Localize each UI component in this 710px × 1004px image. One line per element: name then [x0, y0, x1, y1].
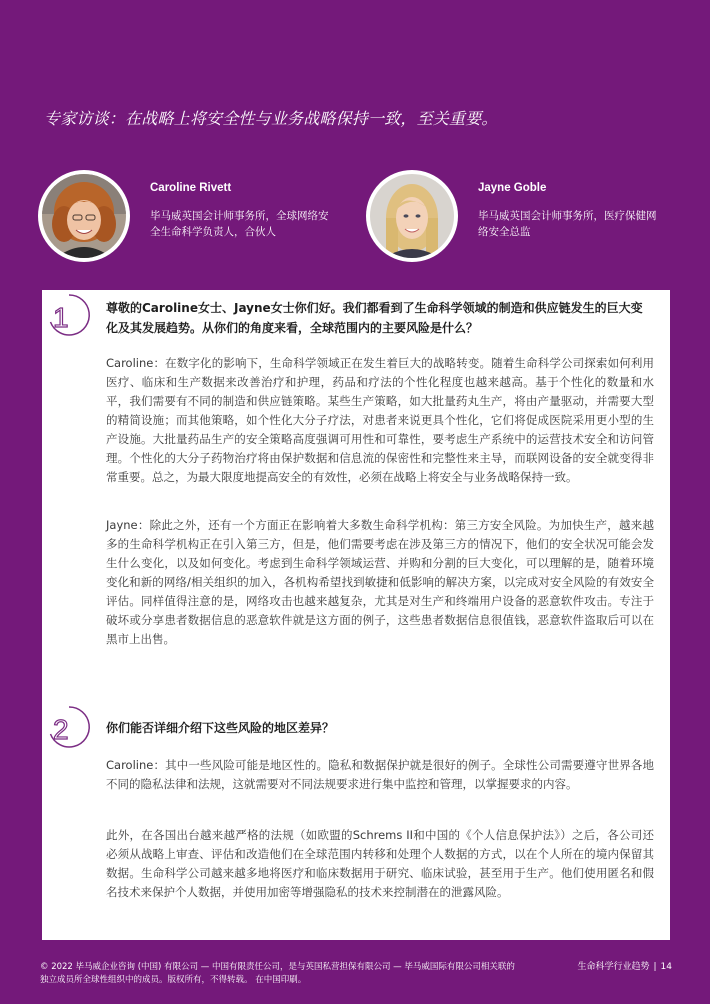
- question-number-badge: [46, 292, 92, 338]
- footer-separator: |: [653, 962, 657, 972]
- answer-paragraph: 此外，在各国出台越来越严格的法规（如欧盟的Schrems II和中国的《个人信息保护法》）之后，各公司还必须从战略上审查、评估和改造他们在全球范围内转移和处理个人数据的方式，以在个人所在的境内保留其数据。生命科学公司越来越多地将医疗和临床数据用于研究、临床试验，甚至用于生产。他们使用匿名和假名技术来保护个人数据，并使用加密等增强隐私的技术来控制潜在的泄露风险。: [106, 828, 654, 899]
- expert-jayne: [366, 170, 666, 266]
- answer-paragraph: Caroline：其中一些风险可能是地区性的。隐私和数据保护就是很好的例子。全球性公司需要遵守世界各地不同的隐私法律和法规，这就需要对不同法规要求进行集中监控和管理，以掌握要求的内容。: [106, 758, 654, 791]
- expert-role: 毕马威英国会计师事务所，全球网络安全生命科学负责人，合伙人: [150, 210, 329, 238]
- answer-paragraph: Caroline：在数字化的影响下，生命科学领域正在发生着巨大的战略转变。随着生命科学公司探索如何利用医疗、临床和生产数据来改善治疗和护理，药品和疗法的个性化程度也越来越高。基于个性化的数量和水平，我们需要有不同的制造和供应链策略。某些生产策略，如大批量药丸生产，将由产量驱动，并需要大型的精简设施；而其他策略，如个性化大分子疗法，对患者来说更具个性化，它们将促成医院采用更小型的生产设施。大批量药品生产的安全策略高度强调可用性和可靠性，要考虑生产系统中的运营技术安全和访问管理。个性化的大分子药物治疗将由保护数据和信息流的保密性和完整性来主导，而联网设备的安全就变得非常重要。总之，为最大限度地提高安全的有效性，必须在战略上将安全与业务战略保持一致。: [106, 356, 654, 484]
- report-title: 生命科学行业趋势: [577, 962, 650, 972]
- heading-title: 在战略上将安全性与业务战略保持一致，至关重要。: [125, 109, 498, 128]
- page-number: 14: [660, 962, 672, 972]
- question-number-badge: [46, 704, 92, 750]
- question-2: 你们能否详细介绍下这些风险的地区差异？: [106, 721, 335, 735]
- footer-legal: © 2022 毕马威企业咨询 (中国) 有限公司 — 中国有限责任公司，是与英国私营担保有限公司 — 毕马威国际有限公司相关联的独立成员所全球性组织中的成员。版权所有，不得转载。 在中国印刷。: [40, 962, 515, 985]
- answer-paragraph: Jayne：除此之外，还有一个方面正在影响着大多数生命科学机构：第三方安全风险。为加快生产，越来越多的生命科学机构正在引入第三方，但是，他们需要考虑在涉及第三方的情况下，他们的安全状况可能会发生什么变化，以及如何变化。考虑到生命科学领域运营、并购和分割的巨大变化，可以理解的是，随着环境变化和新的网络/相关组织的加入，各机构希望找到敏捷和低影响的解决方案，以完成对安全风险的有效安全评估。同样值得注意的是，网络攻击也越来越复杂，尤其是对生产和终端用户设备的恶意软件攻击。专注于破坏或分享患者数据信息的恶意软件就是这方面的例子，这些患者数据信息很值钱，恶意软件盗取后可以在黑市上出售。: [106, 518, 654, 646]
- expert-name: Caroline Rivett: [150, 182, 232, 194]
- expert-role: 毕马威英国会计师事务所，医疗保健网络安全总监: [478, 210, 657, 238]
- footer-page-info: [577, 961, 672, 974]
- page-heading: [44, 108, 498, 130]
- interview-card: [42, 290, 670, 940]
- avatar-caroline: [38, 170, 130, 262]
- question-number: 2: [53, 714, 69, 745]
- question-1: 尊敬的Caroline女士、Jayne女士你们好。我们都看到了生命科学领域的制造和供应链发生的巨大变化及其发展趋势。从你们的角度来看，全球范围内的主要风险是什么？: [106, 301, 643, 335]
- portrait-photo: [42, 174, 126, 258]
- portrait-photo: [370, 174, 454, 258]
- question-number: 1: [53, 302, 69, 333]
- heading-prefix: 专家访谈：: [44, 109, 126, 128]
- avatar-jayne: [366, 170, 458, 262]
- expert-name: Jayne Goble: [478, 182, 547, 194]
- expert-caroline: [38, 170, 338, 266]
